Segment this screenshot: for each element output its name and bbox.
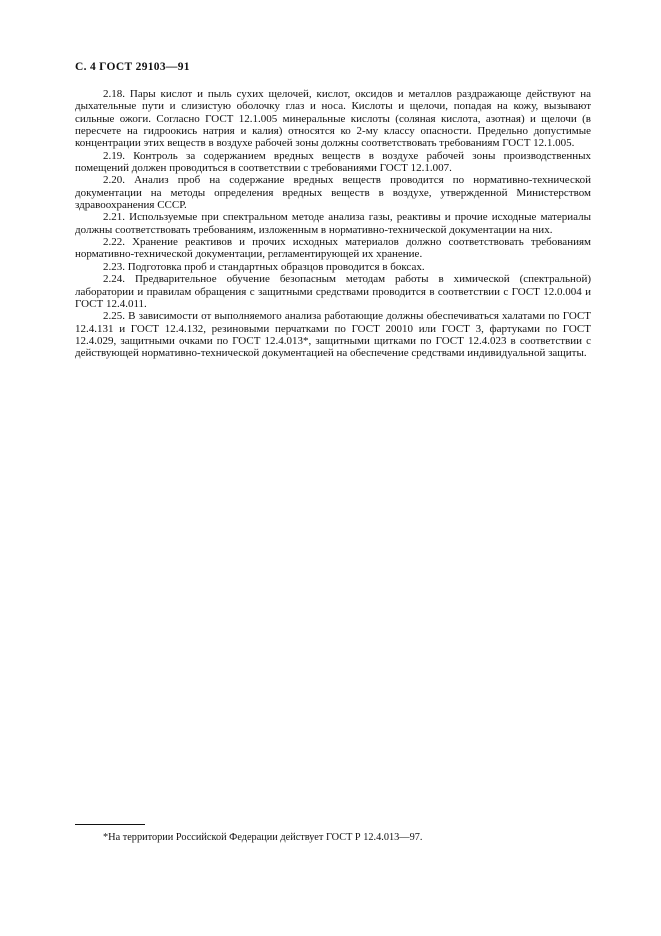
paragraph-2-20: 2.20. Анализ проб на содержание вредных веществ проводится по нормативно-технической документации на методы определения вредных веществ в воздухе, утвержденной Министерством здравоохранения СССР. [75,174,591,212]
paragraph-2-24: 2.24. Предварительное обучение безопасным методам работы в химической (спектральной) лаборатории и правилам обращения с защитными средствами проводится в соответствии с ГОСТ 12.0.004 и ГОСТ 12.4.011. [75,273,591,310]
paragraph-2-18: 2.18. Пары кислот и пыль сухих щелочей, кислот, оксидов и металлов раздражающе действуют на дыхательные пути и слизистую оболочку глаз и носа. Кислоты и щелочи, попадая на кожу, вызывают сильные ожоги. Согласно ГОСТ 12.1.005 минеральные кислоты (соляная кислота, азотная) и щелочи (в пересчете на гидроокись натрия и калия) относятся ко 2-му классу опасности. Предельно допустимые концентрации этих веществ в воздухе рабочей зоны должны соответствовать требованиям ГОСТ 12.1.005. [75,88,591,150]
footnote-text: *На территории Российской Федерации действует ГОСТ Р 12.4.013—97. [103,832,423,843]
paragraph-2-25: 2.25. В зависимости от выполняемого анализа работающие должны обеспечиваться халатами по ГОСТ 12.4.131 и ГОСТ 12.4.132, резиновыми перчатками по ГОСТ 20010 или ГОСТ 3, фартуками по ГОСТ 12.4.029, защитными очками по ГОСТ 12.4.013*, защитными щитками по ГОСТ 12.4.023 в соответствии с действующей нормативно-технической документацией на обеспечение средствами индивидуальной защиты. [75,310,591,360]
footnote-divider [75,824,145,825]
paragraph-2-19: 2.19. Контроль за содержанием вредных веществ в воздухе рабочей зоны производственных помещений должен проводиться в соответствии с требованиями ГОСТ 12.1.007. [75,149,591,175]
page-header: С. 4 ГОСТ 29103—91 [75,61,190,73]
paragraph-2-21: 2.21. Используемые при спектральном методе анализа газы, реактивы и прочие исходные материалы должны соответствовать требованиям, изложенным в нормативно-технической документации на них. [75,211,591,236]
footnote [75,824,591,844]
document-body [75,88,591,360]
paragraph-2-22: 2.22. Хранение реактивов и прочих исходных материалов должно соответствовать требованиям нормативно-технической документации, регламентирующей их хранение. [75,236,591,261]
paragraph-2-23: 2.23. Подготовка проб и стандартных образцов проводится в боксах. [103,260,425,273]
